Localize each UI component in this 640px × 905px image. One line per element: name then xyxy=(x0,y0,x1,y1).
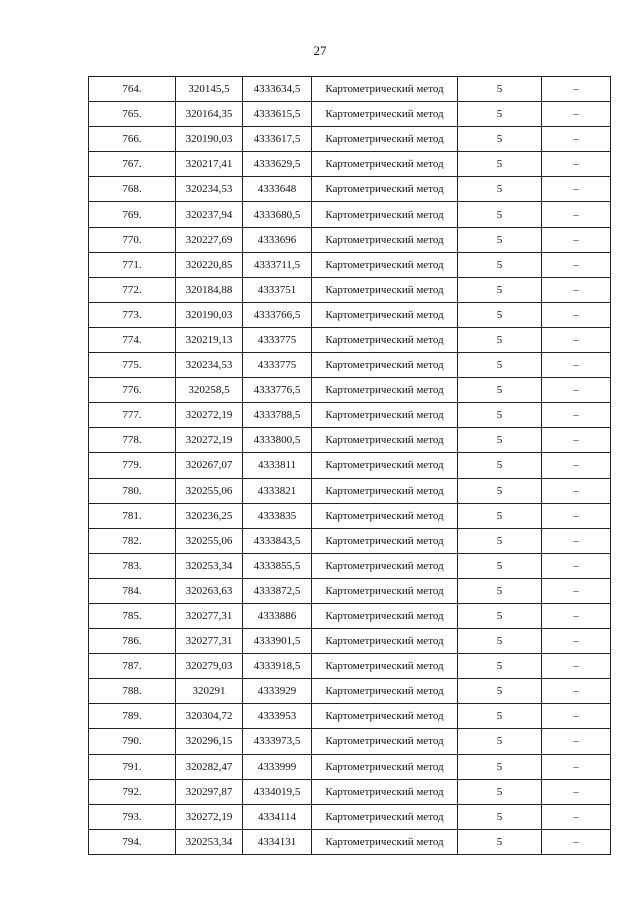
method-cell: Картометрический метод xyxy=(312,704,458,729)
y-coordinate-cell: 4333776,5 xyxy=(243,378,312,403)
accuracy-cell: 5 xyxy=(458,403,542,428)
method-cell: Картометрический метод xyxy=(312,227,458,252)
y-coordinate-cell: 4333751 xyxy=(243,277,312,302)
table-row xyxy=(89,227,611,252)
method-cell: Картометрический метод xyxy=(312,102,458,127)
accuracy-cell: 5 xyxy=(458,704,542,729)
method-cell: Картометрический метод xyxy=(312,679,458,704)
note-cell: – xyxy=(542,704,611,729)
accuracy-cell: 5 xyxy=(458,503,542,528)
table-row xyxy=(89,553,611,578)
point-number-cell: 783. xyxy=(89,553,176,578)
accuracy-cell: 5 xyxy=(458,528,542,553)
accuracy-cell: 5 xyxy=(458,603,542,628)
note-cell: – xyxy=(542,503,611,528)
point-number-cell: 776. xyxy=(89,378,176,403)
y-coordinate-cell: 4333872,5 xyxy=(243,578,312,603)
y-coordinate-cell: 4333680,5 xyxy=(243,202,312,227)
note-cell: – xyxy=(542,152,611,177)
x-coordinate-cell: 320190,03 xyxy=(176,302,243,327)
point-number-cell: 794. xyxy=(89,829,176,854)
method-cell: Картометрический метод xyxy=(312,77,458,102)
x-coordinate-cell: 320219,13 xyxy=(176,327,243,352)
x-coordinate-cell: 320272,19 xyxy=(176,403,243,428)
table-row xyxy=(89,679,611,704)
point-number-cell: 773. xyxy=(89,302,176,327)
point-number-cell: 790. xyxy=(89,729,176,754)
point-number-cell: 778. xyxy=(89,428,176,453)
table-row xyxy=(89,127,611,152)
y-coordinate-cell: 4333973,5 xyxy=(243,729,312,754)
table-row xyxy=(89,428,611,453)
method-cell: Картометрический метод xyxy=(312,729,458,754)
table-row xyxy=(89,327,611,352)
x-coordinate-cell: 320255,06 xyxy=(176,528,243,553)
table-row xyxy=(89,578,611,603)
accuracy-cell: 5 xyxy=(458,277,542,302)
point-number-cell: 766. xyxy=(89,127,176,152)
table-row xyxy=(89,102,611,127)
method-cell: Картометрический метод xyxy=(312,603,458,628)
y-coordinate-cell: 4333929 xyxy=(243,679,312,704)
method-cell: Картометрический метод xyxy=(312,528,458,553)
method-cell: Картометрический метод xyxy=(312,302,458,327)
accuracy-cell: 5 xyxy=(458,227,542,252)
y-coordinate-cell: 4333634,5 xyxy=(243,77,312,102)
table-row xyxy=(89,804,611,829)
table-body xyxy=(89,77,611,855)
x-coordinate-cell: 320272,19 xyxy=(176,804,243,829)
table-row xyxy=(89,453,611,478)
x-coordinate-cell: 320279,03 xyxy=(176,654,243,679)
note-cell: – xyxy=(542,453,611,478)
point-number-cell: 767. xyxy=(89,152,176,177)
method-cell: Картометрический метод xyxy=(312,378,458,403)
y-coordinate-cell: 4334114 xyxy=(243,804,312,829)
note-cell: – xyxy=(542,277,611,302)
accuracy-cell: 5 xyxy=(458,252,542,277)
point-number-cell: 792. xyxy=(89,779,176,804)
x-coordinate-cell: 320184,88 xyxy=(176,277,243,302)
x-coordinate-cell: 320267,07 xyxy=(176,453,243,478)
y-coordinate-cell: 4334131 xyxy=(243,829,312,854)
x-coordinate-cell: 320145,5 xyxy=(176,77,243,102)
note-cell: – xyxy=(542,327,611,352)
accuracy-cell: 5 xyxy=(458,102,542,127)
method-cell: Картометрический метод xyxy=(312,478,458,503)
method-cell: Картометрический метод xyxy=(312,754,458,779)
x-coordinate-cell: 320291 xyxy=(176,679,243,704)
x-coordinate-cell: 320234,53 xyxy=(176,353,243,378)
table-row xyxy=(89,77,611,102)
table-row xyxy=(89,378,611,403)
x-coordinate-cell: 320190,03 xyxy=(176,127,243,152)
point-number-cell: 782. xyxy=(89,528,176,553)
table-row xyxy=(89,252,611,277)
accuracy-cell: 5 xyxy=(458,77,542,102)
note-cell: – xyxy=(542,428,611,453)
table-row xyxy=(89,528,611,553)
x-coordinate-cell: 320296,15 xyxy=(176,729,243,754)
point-number-cell: 780. xyxy=(89,478,176,503)
y-coordinate-cell: 4333901,5 xyxy=(243,629,312,654)
note-cell: – xyxy=(542,654,611,679)
x-coordinate-cell: 320236,25 xyxy=(176,503,243,528)
x-coordinate-cell: 320272,19 xyxy=(176,428,243,453)
table-row xyxy=(89,779,611,804)
y-coordinate-cell: 4333617,5 xyxy=(243,127,312,152)
point-number-cell: 779. xyxy=(89,453,176,478)
x-coordinate-cell: 320297,87 xyxy=(176,779,243,804)
y-coordinate-cell: 4333696 xyxy=(243,227,312,252)
table-row xyxy=(89,177,611,202)
x-coordinate-cell: 320164,35 xyxy=(176,102,243,127)
method-cell: Картометрический метод xyxy=(312,177,458,202)
x-coordinate-cell: 320234,53 xyxy=(176,177,243,202)
note-cell: – xyxy=(542,353,611,378)
note-cell: – xyxy=(542,629,611,654)
table-row xyxy=(89,829,611,854)
x-coordinate-cell: 320253,34 xyxy=(176,553,243,578)
y-coordinate-cell: 4333918,5 xyxy=(243,654,312,679)
y-coordinate-cell: 4333775 xyxy=(243,327,312,352)
note-cell: – xyxy=(542,403,611,428)
note-cell: – xyxy=(542,102,611,127)
x-coordinate-cell: 320253,34 xyxy=(176,829,243,854)
table-row xyxy=(89,353,611,378)
table-row xyxy=(89,603,611,628)
point-number-cell: 770. xyxy=(89,227,176,252)
x-coordinate-cell: 320277,31 xyxy=(176,603,243,628)
x-coordinate-cell: 320263,63 xyxy=(176,578,243,603)
accuracy-cell: 5 xyxy=(458,378,542,403)
method-cell: Картометрический метод xyxy=(312,152,458,177)
y-coordinate-cell: 4333811 xyxy=(243,453,312,478)
accuracy-cell: 5 xyxy=(458,428,542,453)
y-coordinate-cell: 4333821 xyxy=(243,478,312,503)
table-row xyxy=(89,629,611,654)
point-number-cell: 793. xyxy=(89,804,176,829)
y-coordinate-cell: 4333648 xyxy=(243,177,312,202)
point-number-cell: 786. xyxy=(89,629,176,654)
accuracy-cell: 5 xyxy=(458,353,542,378)
table-row xyxy=(89,503,611,528)
table-row xyxy=(89,754,611,779)
point-number-cell: 771. xyxy=(89,252,176,277)
note-cell: – xyxy=(542,578,611,603)
accuracy-cell: 5 xyxy=(458,804,542,829)
x-coordinate-cell: 320304,72 xyxy=(176,704,243,729)
accuracy-cell: 5 xyxy=(458,202,542,227)
accuracy-cell: 5 xyxy=(458,629,542,654)
y-coordinate-cell: 4334019,5 xyxy=(243,779,312,804)
method-cell: Картометрический метод xyxy=(312,453,458,478)
coordinates-table xyxy=(88,76,611,855)
table-row xyxy=(89,202,611,227)
y-coordinate-cell: 4333788,5 xyxy=(243,403,312,428)
x-coordinate-cell: 320282,47 xyxy=(176,754,243,779)
accuracy-cell: 5 xyxy=(458,127,542,152)
note-cell: – xyxy=(542,252,611,277)
accuracy-cell: 5 xyxy=(458,152,542,177)
note-cell: – xyxy=(542,804,611,829)
x-coordinate-cell: 320255,06 xyxy=(176,478,243,503)
point-number-cell: 781. xyxy=(89,503,176,528)
x-coordinate-cell: 320277,31 xyxy=(176,629,243,654)
method-cell: Картометрический метод xyxy=(312,127,458,152)
method-cell: Картометрический метод xyxy=(312,654,458,679)
x-coordinate-cell: 320220,85 xyxy=(176,252,243,277)
table-row xyxy=(89,302,611,327)
y-coordinate-cell: 4333766,5 xyxy=(243,302,312,327)
point-number-cell: 769. xyxy=(89,202,176,227)
point-number-cell: 787. xyxy=(89,654,176,679)
point-number-cell: 791. xyxy=(89,754,176,779)
y-coordinate-cell: 4333775 xyxy=(243,353,312,378)
point-number-cell: 764. xyxy=(89,77,176,102)
note-cell: – xyxy=(542,603,611,628)
note-cell: – xyxy=(542,378,611,403)
accuracy-cell: 5 xyxy=(458,729,542,754)
note-cell: – xyxy=(542,679,611,704)
point-number-cell: 772. xyxy=(89,277,176,302)
method-cell: Картометрический метод xyxy=(312,403,458,428)
method-cell: Картометрический метод xyxy=(312,629,458,654)
method-cell: Картометрический метод xyxy=(312,327,458,352)
accuracy-cell: 5 xyxy=(458,478,542,503)
method-cell: Картометрический метод xyxy=(312,353,458,378)
method-cell: Картометрический метод xyxy=(312,829,458,854)
accuracy-cell: 5 xyxy=(458,829,542,854)
table-row xyxy=(89,403,611,428)
method-cell: Картометрический метод xyxy=(312,553,458,578)
table-row xyxy=(89,152,611,177)
y-coordinate-cell: 4333855,5 xyxy=(243,553,312,578)
accuracy-cell: 5 xyxy=(458,302,542,327)
y-coordinate-cell: 4333629,5 xyxy=(243,152,312,177)
table-row xyxy=(89,478,611,503)
method-cell: Картометрический метод xyxy=(312,277,458,302)
method-cell: Картометрический метод xyxy=(312,804,458,829)
point-number-cell: 775. xyxy=(89,353,176,378)
x-coordinate-cell: 320217,41 xyxy=(176,152,243,177)
y-coordinate-cell: 4333886 xyxy=(243,603,312,628)
point-number-cell: 785. xyxy=(89,603,176,628)
point-number-cell: 765. xyxy=(89,102,176,127)
note-cell: – xyxy=(542,553,611,578)
note-cell: – xyxy=(542,77,611,102)
note-cell: – xyxy=(542,177,611,202)
accuracy-cell: 5 xyxy=(458,453,542,478)
note-cell: – xyxy=(542,302,611,327)
x-coordinate-cell: 320258,5 xyxy=(176,378,243,403)
y-coordinate-cell: 4333843,5 xyxy=(243,528,312,553)
y-coordinate-cell: 4333711,5 xyxy=(243,252,312,277)
point-number-cell: 789. xyxy=(89,704,176,729)
accuracy-cell: 5 xyxy=(458,578,542,603)
point-number-cell: 774. xyxy=(89,327,176,352)
point-number-cell: 788. xyxy=(89,679,176,704)
table-row xyxy=(89,654,611,679)
accuracy-cell: 5 xyxy=(458,754,542,779)
point-number-cell: 777. xyxy=(89,403,176,428)
point-number-cell: 784. xyxy=(89,578,176,603)
method-cell: Картометрический метод xyxy=(312,503,458,528)
note-cell: – xyxy=(542,528,611,553)
y-coordinate-cell: 4333800,5 xyxy=(243,428,312,453)
x-coordinate-cell: 320227,69 xyxy=(176,227,243,252)
note-cell: – xyxy=(542,829,611,854)
x-coordinate-cell: 320237,94 xyxy=(176,202,243,227)
point-number-cell: 768. xyxy=(89,177,176,202)
method-cell: Картометрический метод xyxy=(312,779,458,804)
accuracy-cell: 5 xyxy=(458,327,542,352)
method-cell: Картометрический метод xyxy=(312,428,458,453)
note-cell: – xyxy=(542,202,611,227)
method-cell: Картометрический метод xyxy=(312,578,458,603)
accuracy-cell: 5 xyxy=(458,553,542,578)
accuracy-cell: 5 xyxy=(458,177,542,202)
accuracy-cell: 5 xyxy=(458,654,542,679)
y-coordinate-cell: 4333999 xyxy=(243,754,312,779)
table-row xyxy=(89,277,611,302)
accuracy-cell: 5 xyxy=(458,779,542,804)
note-cell: – xyxy=(542,729,611,754)
y-coordinate-cell: 4333953 xyxy=(243,704,312,729)
method-cell: Картометрический метод xyxy=(312,252,458,277)
note-cell: – xyxy=(542,127,611,152)
note-cell: – xyxy=(542,779,611,804)
accuracy-cell: 5 xyxy=(458,679,542,704)
note-cell: – xyxy=(542,754,611,779)
page-number: 27 xyxy=(313,43,327,58)
table-row xyxy=(89,704,611,729)
table-row xyxy=(89,729,611,754)
y-coordinate-cell: 4333615,5 xyxy=(243,102,312,127)
note-cell: – xyxy=(542,478,611,503)
y-coordinate-cell: 4333835 xyxy=(243,503,312,528)
method-cell: Картометрический метод xyxy=(312,202,458,227)
note-cell: – xyxy=(542,227,611,252)
